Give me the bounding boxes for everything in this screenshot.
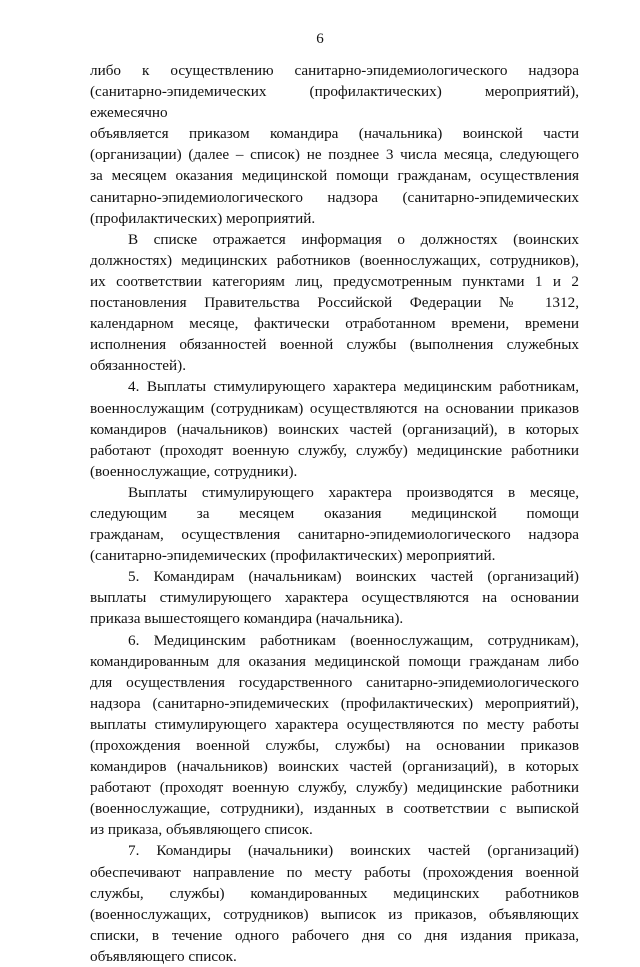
text-line: исполнения обязанностей военной службы (выполнения служебных xyxy=(90,336,579,354)
text-line: календарном месяце, фактически отработанном времени, времени xyxy=(90,315,579,333)
text-line: (прохождения военной службы, службы) на основании приказов xyxy=(90,737,579,754)
text-line: приказа вышестоящего командира (начальника). xyxy=(90,610,404,628)
text-line: для осуществления государственного санитарно-эпидемиологического xyxy=(90,673,579,691)
paragraph-7 xyxy=(90,840,579,967)
paragraph-5 xyxy=(90,566,579,629)
text-line: (военнослужащие, сотрудники). xyxy=(90,462,298,480)
text-line: выплаты стимулирующего характера осуществляются на основании xyxy=(90,589,579,607)
text-line: службы, службы) командированных медицинских работников xyxy=(90,884,579,902)
text-line: выплаты стимулирующего характера осуществляются по месту работы xyxy=(90,715,579,733)
text-line: 6. Медицинским работникам (военнослужащим, сотрудникам), xyxy=(128,631,579,649)
document-body xyxy=(90,60,579,967)
paragraph-2 xyxy=(90,229,579,377)
text-line: 5. Командирам (начальникам) воинских частей (организаций) xyxy=(128,568,579,586)
text-line: военнослужащим (сотрудникам) осуществляются на основании приказов xyxy=(90,399,579,417)
paragraph-4 xyxy=(90,482,579,566)
text-line: командиров (начальников) воинских частей (организаций), в которых xyxy=(90,758,579,776)
text-line: из приказа, объявляющего список. xyxy=(90,821,313,839)
text-line: Выплаты стимулирующего характера производятся в месяце, xyxy=(128,483,579,501)
text-line: объявляющего список. xyxy=(90,947,237,965)
text-line: за месяцем оказания медицинской помощи гражданам, осуществления xyxy=(90,167,579,185)
paragraph-1 xyxy=(90,60,579,229)
text-line: (организации) (далее – список) не позднее 3 числа месяца, следующего xyxy=(90,146,579,164)
text-line: (санитарно-эпидемических (профилактических) мероприятий. xyxy=(90,547,496,565)
text-line: списки, в течение одного рабочего дня со дня издания приказа, xyxy=(90,926,579,944)
paragraph-6 xyxy=(90,630,579,841)
text-line: обеспечивают направление по месту работы (прохождения военной xyxy=(90,863,579,881)
text-line: либо к осуществлению санитарно-эпидемиологического надзора xyxy=(90,62,579,79)
text-line: 4. Выплаты стимулирующего характера медицинским работникам, xyxy=(128,378,579,396)
text-line: В списке отражается информация о должностях (воинских xyxy=(128,230,579,248)
text-line: работают (проходят военную службу, службу) медицинские работники xyxy=(90,441,579,459)
text-line: обязанностей). xyxy=(90,357,186,375)
text-line: командиров (начальников) воинских частей (организаций), в которых xyxy=(90,420,579,438)
page-number: 6 xyxy=(316,31,324,47)
text-line: (профилактических) мероприятий. xyxy=(90,209,316,227)
text-line: их соответствии категориям лиц, предусмотренным пунктами 1 и 2 xyxy=(90,272,579,290)
text-line: (военнослужащие, сотрудники), изданных в соответствии с выпиской xyxy=(90,800,579,818)
text-line: следующим за месяцем оказания медицинской помощи xyxy=(90,504,579,522)
text-line: (санитарно-эпидемических (профилактических) мероприятий), ежемесячно xyxy=(90,83,579,122)
text-line: гражданам, осуществления санитарно-эпидемиологического надзора xyxy=(90,526,579,544)
text-line: санитарно-эпидемиологического надзора (санитарно-эпидемических xyxy=(90,188,579,206)
text-line: постановления Правительства Российской Федерации № 1312, xyxy=(90,294,579,312)
text-line: работают (проходят военную службу, службу) медицинские работники xyxy=(90,779,579,797)
text-line: (военнослужащих, сотрудников) выписок из приказов, объявляющих xyxy=(90,905,579,923)
text-line: надзора (санитарно-эпидемических (профилактических) мероприятий), xyxy=(90,694,579,712)
text-line: должностях) медицинских работников (военнослужащих, сотрудников), xyxy=(90,251,579,269)
text-line: объявляется приказом командира (начальника) воинской части xyxy=(90,125,579,143)
text-line: 7. Командиры (начальники) воинских частей (организаций) xyxy=(128,842,579,860)
paragraph-3 xyxy=(90,376,579,481)
text-line: командированным для оказания медицинской помощи гражданам либо xyxy=(90,652,579,670)
